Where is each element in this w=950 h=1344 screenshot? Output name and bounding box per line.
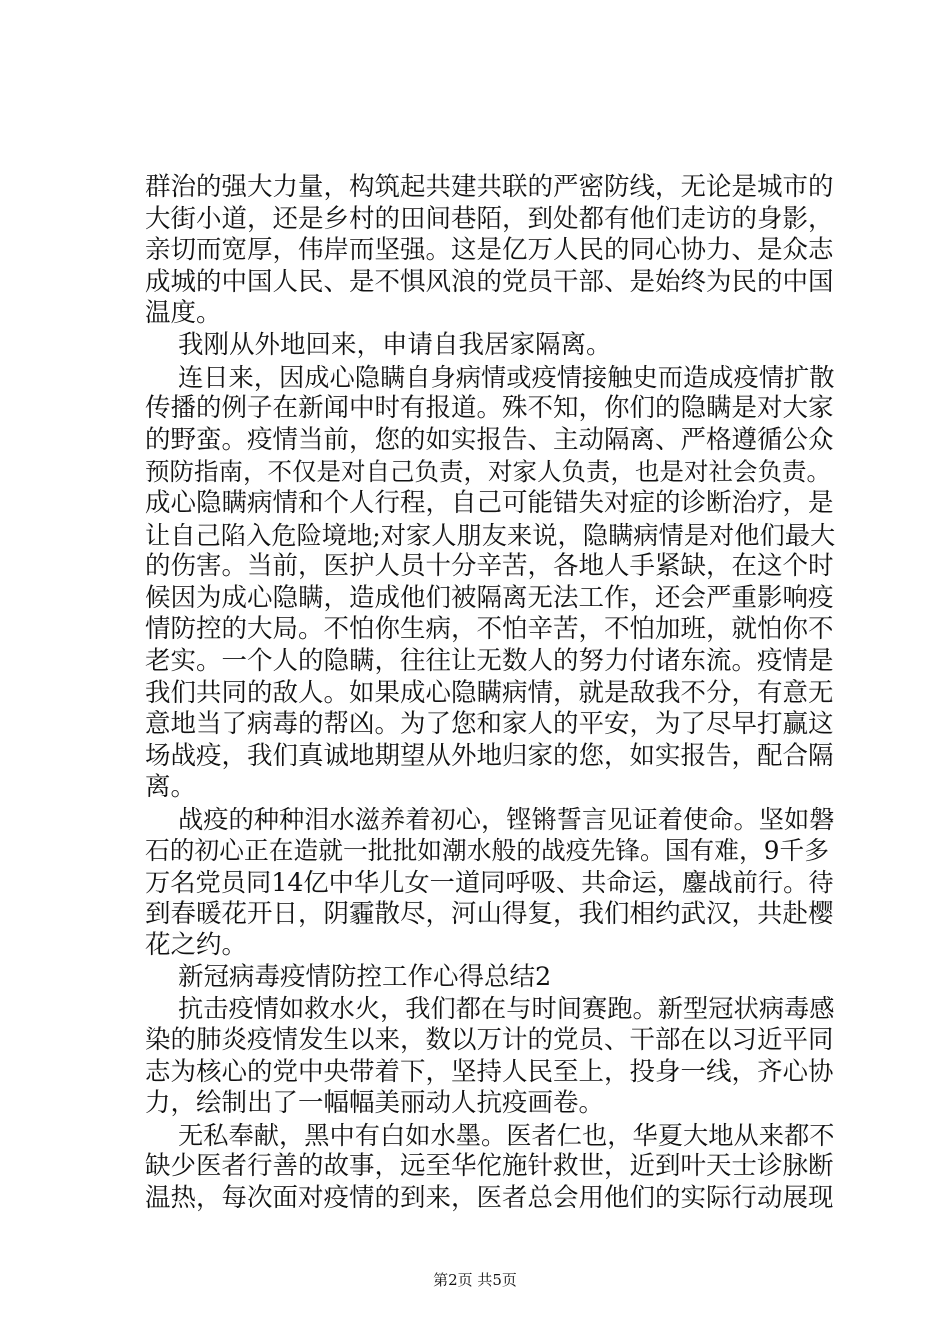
text-line: 群治的强大力量，构筑起共建共联的严密防线，无论是城市的	[145, 172, 834, 202]
text-line: 意地当了病毒的帮凶。为了您和家人的平安，为了尽早打赢这	[145, 709, 834, 740]
text-line: 温度。	[145, 298, 222, 329]
text-line: 志为核心的党中央带着下，坚持人民至上，投身一线，齐心协	[145, 1056, 834, 1087]
text-line: 新冠病毒疫情防控工作心得总结2	[178, 961, 552, 992]
text-line: 到春暖花开日，阴霾散尽，河山得复，我们相约武汉，共赴樱	[145, 898, 834, 929]
text-line: 亲切而宽厚，伟岸而坚强。这是亿万人民的同心协力、是众志	[145, 235, 834, 266]
text-line: 场战疫，我们真诚地期望从外地归家的您，如实报告，配合隔	[145, 740, 834, 771]
text-line: 力，绘制出了一幅幅美丽动人抗疫画卷。	[145, 1088, 605, 1119]
page-footer: 第2页 共5页	[433, 1271, 517, 1289]
text-line: 的伤害。当前，医护人员十分辛苦，各地人手紧缺，在这个时	[145, 551, 834, 582]
text-line: 连日来，因成心隐瞒自身病情或疫情接触史而造成疫情扩散	[178, 362, 835, 392]
text-line: 预防指南，不仅是对自己负责，对家人负责，也是对社会负责。	[145, 457, 831, 487]
document-body	[145, 172, 835, 1215]
text-line: 无私奉献，黑中有白如水墨。医者仁也，华夏大地从来都不	[178, 1120, 835, 1150]
text-line: 万名党员同14亿中华儿女一道同呼吸、共命运，鏖战前行。待	[145, 868, 834, 898]
text-line: 的野蛮。疫情当前，您的如实报告、主动隔离、严格遵循公众	[145, 424, 834, 455]
text-line: 温热，每次面对疫情的到来，医者总会用他们的实际行动展现	[145, 1183, 834, 1213]
text-line: 候因为成心隐瞒，造成他们被隔离无法工作，还会严重影响疫	[145, 582, 834, 613]
text-line: 抗击疫情如救水火，我们都在与时间赛跑。新型冠状病毒感	[178, 994, 835, 1024]
text-line: 离。	[145, 772, 197, 803]
text-line: 石的初心正在造就一批批如潮水般的战疫先锋。国有难，9千多	[145, 836, 829, 866]
text-line: 我们共同的敌人。如果成心隐瞒病情，就是敌我不分，有意无	[145, 677, 834, 708]
text-line: 染的肺炎疫情发生以来，数以万计的党员、干部在以习近平同	[145, 1025, 834, 1056]
text-line: 情防控的大局。不怕你生病，不怕辛苦，不怕加班，就怕你不	[145, 614, 834, 645]
text-line: 成城的中国人民、是不惧风浪的党员干部、是始终为民的中国	[145, 266, 834, 297]
text-line: 大街小道，还是乡村的田间巷陌，到处都有他们走访的身影，	[145, 203, 834, 234]
text-line: 让自己陷入危险境地;对家人朋友来说，隐瞒病情是对他们最大	[145, 520, 836, 550]
text-line: 战疫的种种泪水滋养着初心，铿锵誓言见证着使命。坚如磐	[178, 804, 835, 834]
text-line: 缺少医者行善的故事，远至华佗施针救世，近到叶天士诊脉断	[145, 1151, 834, 1182]
text-line: 花之约。	[145, 930, 248, 961]
text-line: 我刚从外地回来，申请自我居家隔离。	[178, 329, 612, 360]
text-line: 老实。一个人的隐瞒，往往让无数人的努力付诸东流。疫情是	[145, 645, 834, 676]
text-line: 成心隐瞒病情和个人行程，自己可能错失对症的诊断治疗，是	[145, 487, 834, 518]
text-line: 传播的例子在新闻中时有报道。殊不知，你们的隐瞒是对大家	[145, 393, 834, 424]
